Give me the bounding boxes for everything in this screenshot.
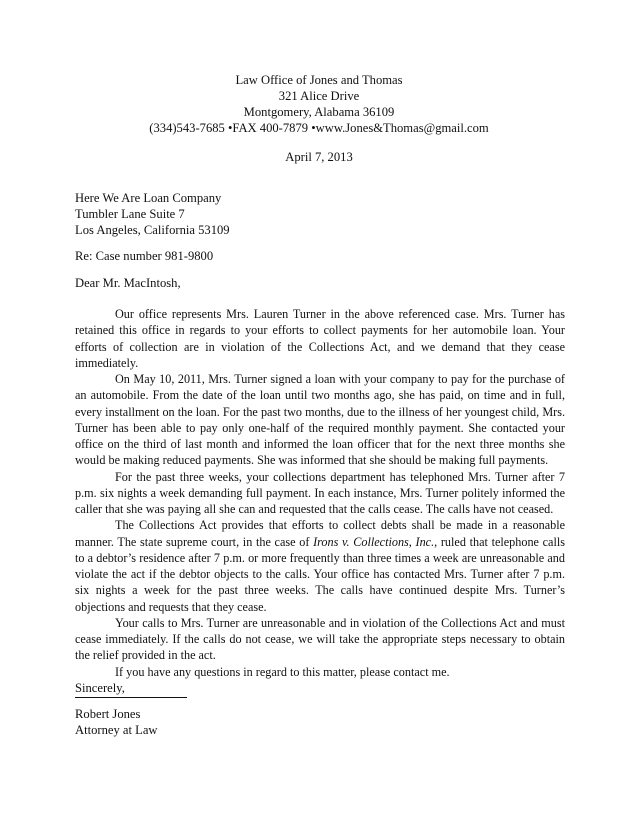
paragraph-1: Our office represents Mrs. Lauren Turner in the above referenced case. Mrs. Turner has retained this office in regards to your efforts to collect payments for her automobile loan. Your efforts of collection are in violation of the Collections Act, and we demand that they cease immediately. [75,307,565,370]
paragraph-6: If you have any questions in regard to this matter, please contact me. [115,664,450,679]
firm-contact: (334)543-7685 •FAX 400-7879 •www.Jones&Thomas@gmail.com [149,121,489,135]
paragraph-5: Your calls to Mrs. Turner are unreasonable and in violation of the Collections Act and must cease immediately. If the calls do not cease, we will take the appropriate steps necessary to obtain the relief provided in the act. [75,615,565,663]
letter-date: April 7, 2013 [285,150,353,164]
signature-line [75,697,187,698]
paragraph-2: On May 10, 2011, Mrs. Turner signed a loan with your company to pay for the purchase of an automobile. From the date of the loan until two months ago, she has paid, on time and in full, every installment on the loan. For the past two months, due to the illness of her youngest child, Mrs. Turner has been able to pay only one-half of the required monthly payment. She contacted your office on the third of last month and informed the loan officer that for the next three months she would be making reduced payments. She was informed that she should be making full payments. [75,372,565,468]
re-line: Re: Case number 981-9800 [75,249,214,263]
recipient-address-line2: Los Angeles, California 53109 [75,223,230,237]
recipient-address-line1: Tumbler Lane Suite 7 [75,207,185,221]
paragraph-3: For the past three weeks, your collections department has telephoned Mrs. Turner after 7 p.m. six nights a week demanding full payment. In each instance, Mrs. Turner politely informed the caller that she was paying all she can and requested that the calls cease. The calls have not ceased. [75,469,565,516]
firm-street: 321 Alice Drive [278,89,360,103]
paragraph-4-part-a: The Collections Act provides that efforts to collect debts shall be made in a reasonable manner. The state supreme court, in the case of [75,518,565,549]
signer-title: Attorney at Law [75,723,158,737]
recipient-company: Here We Are Loan Company [75,191,222,205]
salutation: Dear Mr. MacIntosh, [75,276,181,290]
signer-name: Robert Jones [75,707,141,721]
paragraph-4 [75,517,565,615]
signature-block [75,706,575,738]
closing: Sincerely, [75,681,125,695]
letterhead [0,72,638,136]
recipient-address [75,190,575,238]
letter-body [75,306,565,680]
firm-name: Law Office of Jones and Thomas [235,73,403,87]
case-citation: Irons v. Collections, Inc. [313,534,435,549]
firm-city: Montgomery, Alabama 36109 [243,105,395,119]
paragraph-4-part-b: , ruled that telephone calls to a debtor’s residence after 7 p.m. or more frequently than three times a week are unreasonable and violate the act if the debtor objects to the calls. Your office has contacted Mrs. Turner after 7 p.m. six nights a week for the past three weeks. The calls have continued despite Mrs. Turner’s objections and requests that they cease. [75,534,565,614]
